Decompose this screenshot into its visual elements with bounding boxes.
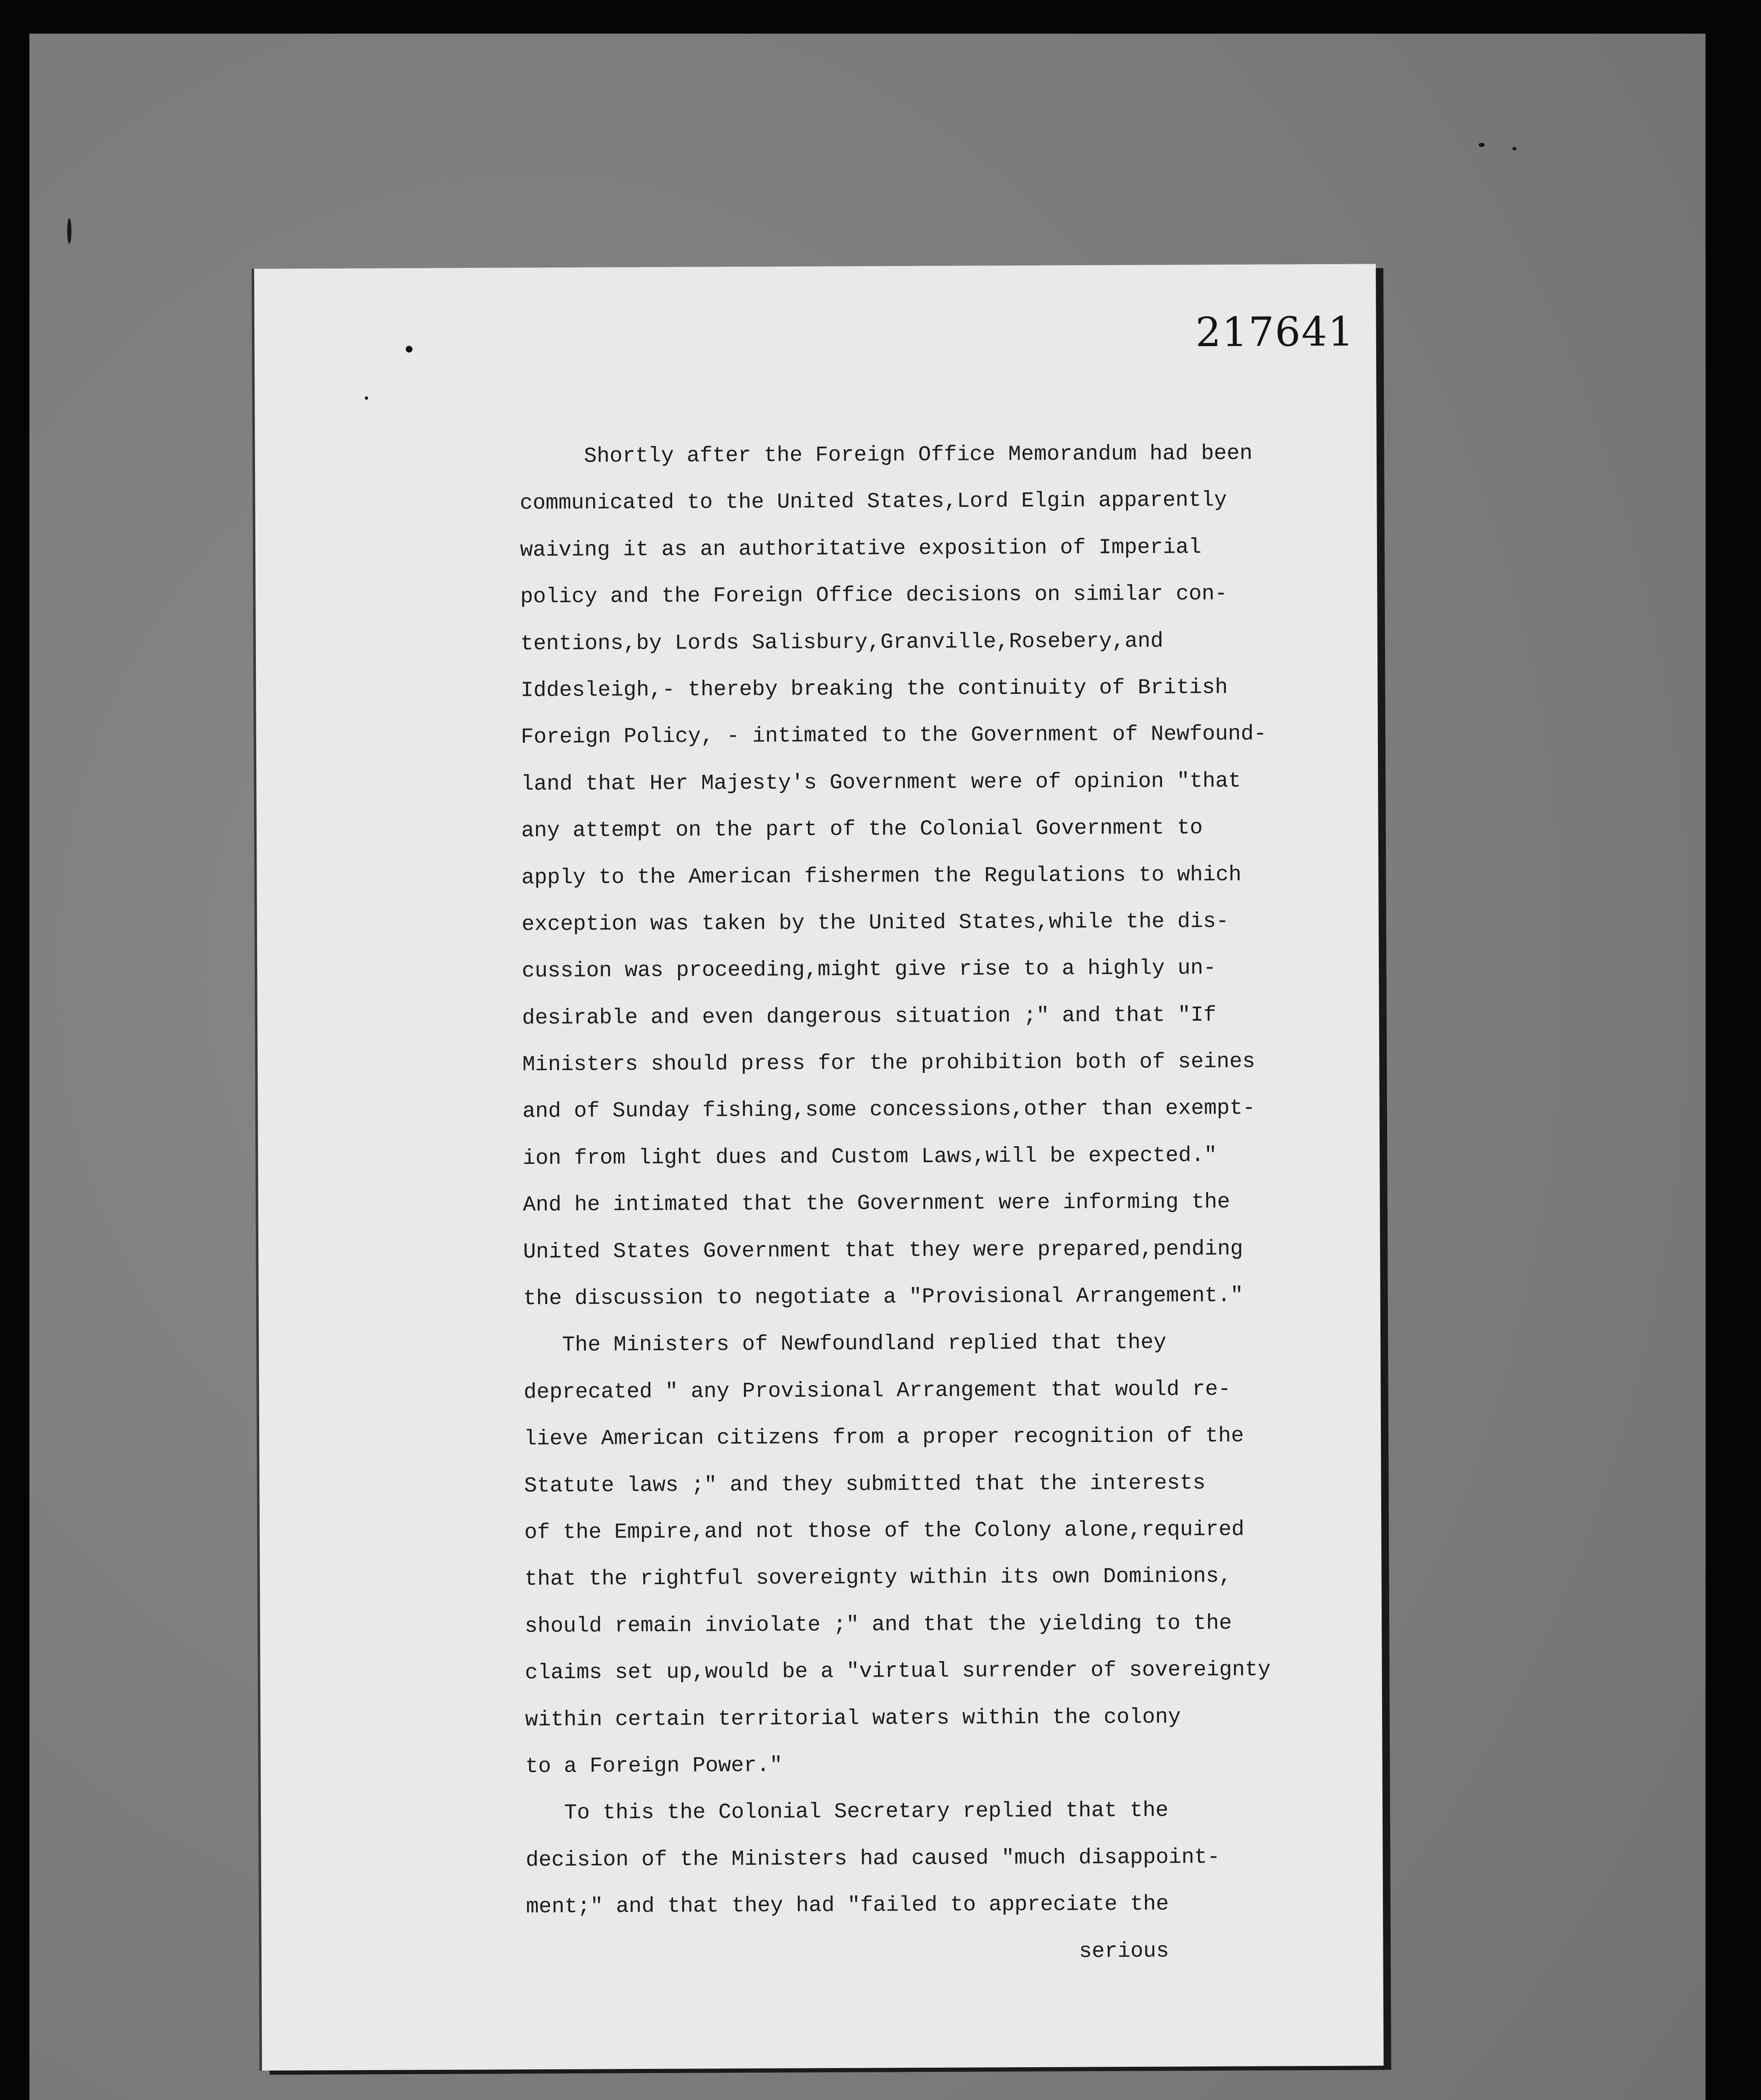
text-line: cussion was proceeding,might give rise to a highly un- (522, 956, 1217, 984)
text-line: desirable and even dangerous situation ;" and that "If (522, 1003, 1217, 1030)
text-line: exception was taken by the United States,while the dis- (521, 909, 1229, 937)
document-body (520, 430, 1350, 1977)
text-line: The Ministers of Newfoundland replied that they (523, 1331, 1167, 1358)
text-line: waiving it as an authoritative exposition of Imperial (520, 535, 1202, 563)
text-line: decision of the Ministers had caused "much disappoint- (526, 1845, 1220, 1872)
text-line: To this the Colonial Secretary replied that the (525, 1798, 1169, 1826)
speck-mark (365, 396, 368, 400)
text-line: any attempt on the part of the Colonial Government to (521, 816, 1203, 843)
speck-mark (406, 346, 413, 352)
document-number: 217641 (1195, 308, 1355, 356)
text-line: And he intimated that the Government were informing the (523, 1190, 1230, 1218)
text-line: that the rightful sovereignty within its own Dominions, (524, 1564, 1232, 1592)
text-line: should remain inviolate ;" and that the yielding to the (524, 1611, 1232, 1638)
text-line: Foreign Policy, - intimated to the Government of Newfound- (520, 722, 1267, 750)
text-line: serious (526, 1939, 1169, 1966)
text-line: communicated to the United States,Lord Elgin apparently (520, 488, 1227, 516)
text-line: lieve American citizens from a proper recognition of the (524, 1424, 1244, 1452)
text-line: Ministers should press for the prohibition both of seines (522, 1050, 1255, 1077)
text-line: Shortly after the Foreign Office Memorandum had been (519, 441, 1253, 469)
text-line: deprecated " any Provisional Arrangement that would re- (523, 1377, 1231, 1405)
text-line: the discussion to negotiate a "Provisional Arrangement." (523, 1284, 1243, 1311)
text-line: ment;" and that they had "failed to appreciate the (526, 1892, 1169, 1919)
speck-mark (1479, 143, 1485, 147)
text-line: ion from light dues and Custom Laws,will be expected." (523, 1143, 1217, 1171)
speck-mark (67, 218, 71, 244)
document-sheet (254, 264, 1384, 2071)
text-line: policy and the Foreign Office decisions on similar con- (520, 582, 1227, 609)
text-line: to a Foreign Power." (525, 1754, 783, 1779)
text-line: of the Empire,and not those of the Colony alone,required (524, 1517, 1245, 1545)
text-line: Iddesleigh,- thereby breaking the continuity of British (520, 675, 1228, 703)
text-line: and of Sunday fishing,some concessions,other than exempt- (522, 1097, 1256, 1124)
text-line: apply to the American fishermen the Regulations to which (521, 863, 1242, 890)
speck-mark (1512, 147, 1517, 150)
text-line: land that Her Majesty's Government were of opinion "that (521, 769, 1241, 796)
text-line: United States Government that they were prepared,pending (523, 1237, 1243, 1264)
text-line: claims set up,would be a "virtual surrender of sovereignty (525, 1658, 1271, 1685)
text-line: tentions,by Lords Salisbury,Granville,Rosebery,and (520, 629, 1164, 656)
text-line: Statute laws ;" and they submitted that the interests (524, 1471, 1206, 1498)
text-line: within certain territorial waters within the colony (525, 1705, 1181, 1732)
